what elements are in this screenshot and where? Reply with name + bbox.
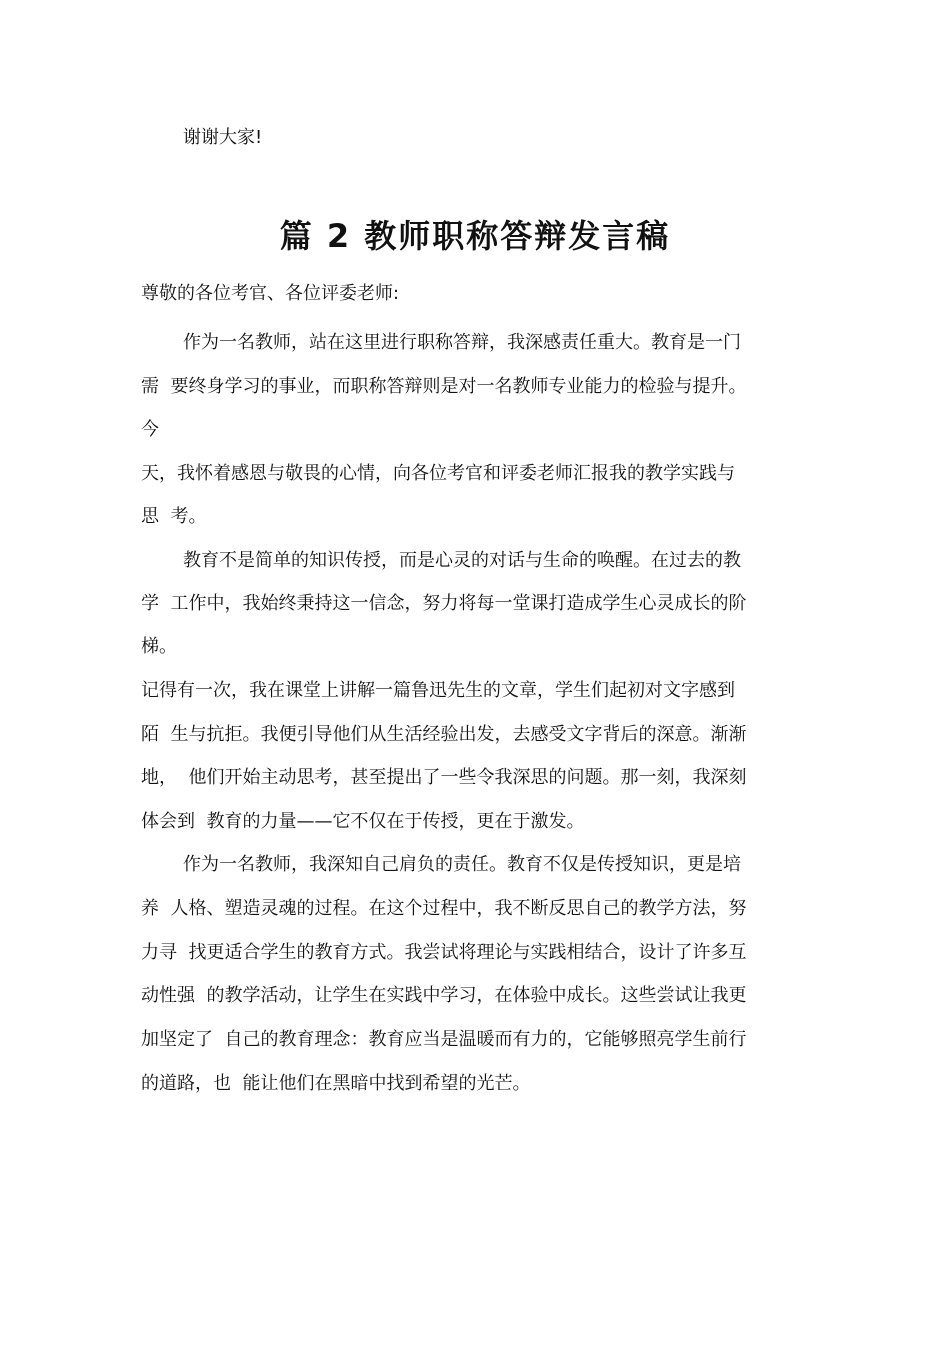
text-line-7: 学 工作中，我始终秉持这一信念，努力将每一堂课打造成学生心灵成长的阶 (141, 593, 747, 614)
section-title: 篇 2 教师职称答辩发言稿 (279, 217, 671, 255)
text-line-15: 力寻 找更适合学生的教育方式。我尝试将理论与实践相结合，设计了许多互 (141, 942, 747, 963)
text-line-14: 养 人格、塑造灵魂的过程。在这个过程中，我不断反思自己的教学方法，努 (141, 898, 747, 919)
text-line-11: 地， 他们开始主动思考，甚至提出了一些令我深思的问题。那一刻，我深刻 (141, 767, 747, 788)
text-line-8: 梯。 (141, 636, 177, 657)
text-line-1: 作为一名教师，站在这里进行职称答辩，我深感责任重大。教育是一门 (183, 332, 741, 353)
text-line-4: 天，我怀着感恩与敬畏的心情，向各位考官和评委老师汇报我的教学实践与 (141, 463, 735, 484)
text-line-2: 需 要终身学习的事业，而职称答辩则是对一名教师专业能力的检验与提升。 (141, 376, 747, 397)
text-line-12: 体会到 教育的力量——它不仅在于传授，更在于激发。 (141, 811, 585, 832)
salutation-line: 尊敬的各位考官、各位评委老师: (141, 283, 400, 304)
text-line-16: 动性强 的教学活动，让学生在实践中学习，在体验中成长。这些尝试让我更 (141, 985, 747, 1006)
text-line-17: 加坚定了 自己的教育理念：教育应当是温暖而有力的，它能够照亮学生前行 (141, 1029, 747, 1050)
text-line-5: 思 考。 (141, 506, 207, 527)
text-line-10: 陌 生与抗拒。我便引导他们从生活经验出发，去感受文字背后的深意。渐渐 (141, 724, 747, 745)
text-line-9: 记得有一次，我在课堂上讲解一篇鲁迅先生的文章，学生们起初对文字感到 (141, 680, 735, 701)
text-line-3: 今 (141, 419, 159, 440)
text-line-6: 教育不是简单的知识传授，而是心灵的对话与生命的唤醒。在过去的教 (183, 550, 741, 571)
closing-line: 谢谢大家! (183, 127, 263, 148)
text-line-18: 的道路，也 能让他们在黑暗中找到希望的光芒。 (141, 1073, 531, 1094)
text-line-13: 作为一名教师，我深知自己肩负的责任。教育不仅是传授知识，更是培 (183, 854, 741, 875)
